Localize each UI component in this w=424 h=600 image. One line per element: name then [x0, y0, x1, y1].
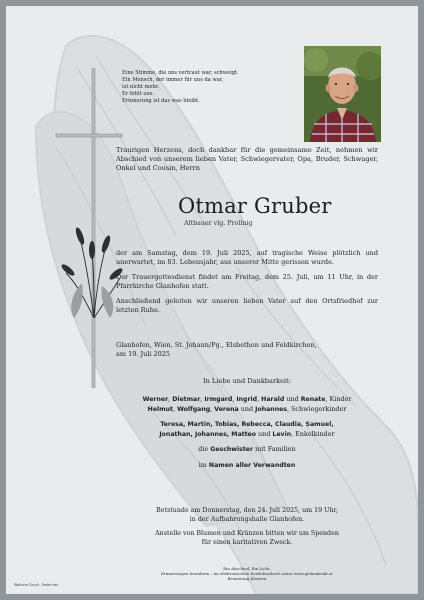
- date-line: am 19. Juli 2025: [116, 350, 171, 359]
- obituary-card: [6, 6, 418, 594]
- quote-line: ist nicht mehr.: [122, 83, 160, 90]
- mourner-name: Harald: [261, 396, 285, 403]
- quote-line: Er fehlt uns.: [122, 90, 155, 97]
- funeral-home: Bestattung Kärnten: [227, 576, 267, 582]
- death-notice-body: [116, 249, 378, 322]
- memorial-quote: [122, 70, 292, 105]
- mourner-name: Johannes: [255, 405, 287, 413]
- mourner-name: Verena: [214, 405, 239, 413]
- mourner-name: Ingrid: [236, 396, 258, 403]
- burial-paragraph: Anschließend geleiten wir unseren lieben Vater auf den Ortsfriedhof zur letzten Ruhe.: [116, 297, 378, 315]
- relatives-label: Namen aller Verwandten: [208, 461, 296, 469]
- cross-with-wheat-icon: [54, 68, 124, 388]
- prayer-location-line: in der Aufbahrungshalle Glanhofen.: [189, 516, 305, 523]
- deceased-subtitle: Altbauer vlg. Prollnig: [184, 220, 253, 227]
- mourner-name: Levin: [272, 430, 292, 438]
- footer-line: Ein Abschied. Ein Licht.: [223, 566, 271, 571]
- children-line: Werner, Dietmar, Irmgard, Ingrid, Harald und Renate, Kinder: [142, 395, 352, 403]
- mourner-names: Teresa, Martin, Tobias, Rebecca, Claudia, Samuel,: [160, 421, 334, 429]
- place-and-date: [116, 341, 378, 359]
- conjunction: und: [286, 395, 299, 403]
- condolence-link[interactable]: Erinnerungen bewahren – im elektronischen Kondolenzbuch unter www.gedenkenkt.at: [161, 571, 333, 577]
- donation-purpose-line: für einen karitativen Zweck.: [201, 539, 293, 546]
- donation-line: Anstelle von Blumen und Kränzen bitten wir um Spenden: [155, 530, 339, 537]
- footer: [116, 566, 378, 582]
- prayer-hour-line: Betstunde am Donnerstag, den 24. Juli 2025, um 19 Uhr,: [156, 507, 338, 514]
- service-info: [116, 506, 378, 547]
- siblings-label: Geschwister: [210, 446, 254, 454]
- conjunction: und: [258, 429, 271, 438]
- mourner-name: Irmgard: [204, 396, 233, 403]
- death-paragraph: der am Samstag, dem 19. Juli 2025, auf tragische Weise plötzlich und unerwartet, im 83. Lebensjahr, aus unserer Mitte gerissen wurde.: [116, 249, 378, 267]
- relatives-line: [116, 461, 378, 471]
- mourner-name: Helmut: [147, 405, 173, 413]
- relatives-prefix: im: [198, 460, 207, 469]
- place-line: Glanhofen, Wien, St. Johann/Pg., Elsbethen und Feldkirchen,: [116, 341, 317, 349]
- mourner-name: Wolfgang: [177, 405, 211, 413]
- portrait-photo: [304, 46, 381, 142]
- quote-line: Erinnerung ist das was bleibt.: [122, 97, 200, 104]
- relation-label: , Enkelkinder: [291, 429, 335, 438]
- siblings-prefix: die: [198, 445, 209, 454]
- quote-line: Eine Stimme, die uns vertraut war, schweigt.: [122, 70, 239, 76]
- siblings-suffix: mit Familien: [255, 445, 296, 454]
- deceased-name: Otmar Gruber: [178, 194, 332, 218]
- portrait-image: [304, 46, 381, 142]
- relation-label: , Schwiegerkinder: [286, 404, 347, 413]
- grandchildren-line-2: [116, 430, 378, 440]
- printer-credit: Wallerie Druck, Paderiner: [14, 583, 59, 587]
- siblings-line: [116, 445, 378, 455]
- intro-text: Traurigen Herzens, doch dankbar für die gemeinsame Zeit, nehmen wir Abschied von unserem lieben Vater, Schwiegervater, Opa, Bruder, Schwager, Onkel und Cousin, Herrn: [116, 146, 378, 173]
- mourners-heading: In Liebe und Dankbarkeit:: [202, 377, 291, 385]
- mourner-name: Werner: [142, 396, 169, 403]
- funeral-paragraph: Der Trauergottesdienst findet am Freitag, dem 25. Juli, um 11 Uhr, in der Pfarrkirche Glanhofen statt.: [116, 273, 378, 291]
- mourner-name: Renate: [300, 396, 326, 403]
- mourner-name: Dietmar: [172, 396, 201, 403]
- mourners-list: [116, 395, 378, 471]
- grandchildren-line-1: [116, 420, 378, 430]
- mourner-names: Jonathan, Johannes, Matteo: [159, 430, 256, 438]
- relation-label: , Kinder: [325, 395, 352, 403]
- conjunction: und: [240, 404, 254, 413]
- inlaws-line: Helmut, Wolfgang, Verena und Johannes, Schwiegerkinder: [147, 404, 347, 413]
- quote-line: Ein Mensch, der immer für uns da war,: [122, 76, 224, 83]
